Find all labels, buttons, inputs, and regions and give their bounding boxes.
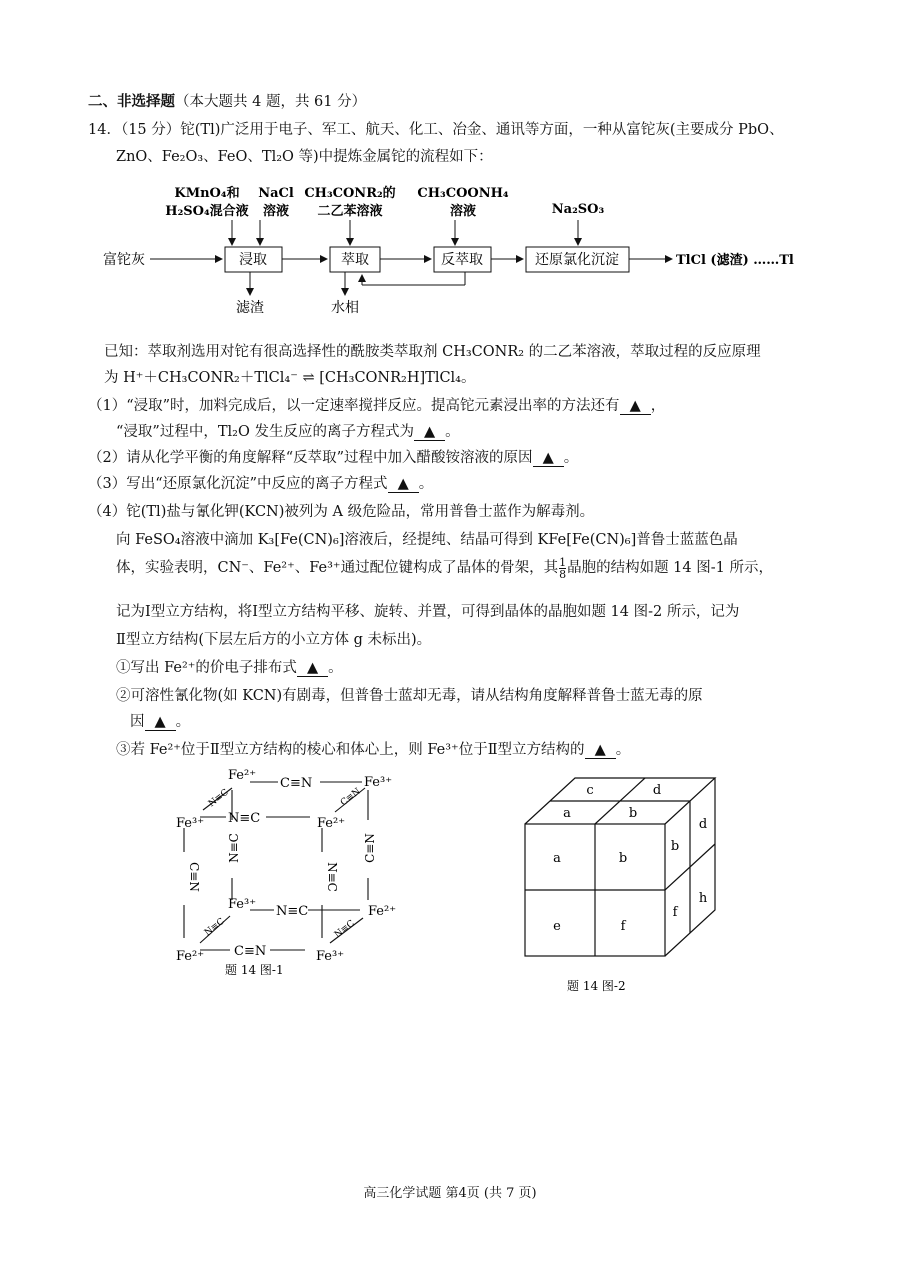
reagent4-line1: CH₃COONH₄ [417,186,509,201]
answer-blank[interactable]: ▲ [145,715,176,731]
fe2-ion: Fe²⁺ [228,768,257,783]
cyanide-bridge: C≡N [187,862,201,892]
part4-line1: （4）铊(Tl)盐与氰化钾(KCN)被列为 A 级危险品，常用普鲁士蓝作为解毒剂。 [88,504,595,520]
fe3-ion: Fe³⁺ [316,949,345,964]
flow-start: 富铊灰 [103,252,145,268]
section-title: 二、非选择题 [88,93,175,110]
q14-intro-line2: ZnO、Fe₂O₃、FeO、Tl₂O 等)中提炼金属铊的流程如下： [116,149,493,165]
answer-blank[interactable]: ▲ [533,451,564,467]
fraction-one-eighth: $\frac{1}{8}$ [559,555,567,581]
cyanide-bridge: N≡C [228,811,261,826]
answer-blank[interactable]: ▲ [388,477,419,493]
cube-label: c [586,783,594,798]
fe3-ion: Fe³⁺ [176,816,205,831]
fe3-ion: Fe³⁺ [228,897,257,912]
figure-14-2 [515,770,735,1000]
figure-14-1 [170,760,420,975]
section-heading [88,90,366,111]
box-reduce-label: 还原氯化沉淀 [535,252,619,268]
flow-product: TlCl (滤渣) ……Tl [676,253,794,268]
part4-line4: 记为Ⅰ型立方结构，将Ⅰ型立方结构平移、旋转、并置，可得到晶体的晶胞如题 14 图-2 所示，记为 [116,604,740,620]
answer-blank[interactable]: ▲ [414,425,445,441]
box-extract-label: 萃取 [341,252,369,268]
cyanide-bridge: N≡C [325,862,339,892]
cyanide-bridge: N≡C [227,833,241,863]
sub3: ③若 Fe²⁺位于Ⅱ型立方结构的棱心和体心上，则 Fe³⁺位于Ⅱ型立方结构的 ▲ 。 [116,742,631,758]
figure-14-2-caption: 题 14 图-2 [567,979,626,993]
process-flowchart [100,175,820,325]
reagent5: Na₂SO₃ [551,202,605,217]
reagent2-line1: NaCl [258,186,294,201]
reagent1-line2: H₂SO₄混合液 [165,204,249,219]
part3: （3）写出“还原氯化沉淀”中反应的离子方程式 ▲ 。 [88,476,434,492]
fe3-ion: Fe³⁺ [364,775,393,790]
box-leach-label: 浸取 [239,252,267,268]
cyanide-bridge: C≡N [280,776,313,791]
cyanide-bridge: N≡C [202,916,227,939]
cyanide-bridge: C≡N [338,786,363,809]
sub2-line1: ②可溶性氰化物(如 KCN)有剧毒，但普鲁士蓝却无毒，请从结构角度解释普鲁士蓝无毒的原 [116,688,703,704]
cyanide-bridge: N≡C [332,918,357,941]
part2: （2）请从化学平衡的角度解释“反萃取”过程中加入醋酸铵溶液的原因 ▲ 。 [88,450,579,466]
reagent2-line2: 溶液 [262,204,290,219]
cube-label: d [698,817,708,832]
box-back-extract-label: 反萃取 [441,252,483,268]
answer-blank[interactable]: ▲ [585,743,616,759]
cyanide-bridge: C≡N [234,944,267,959]
sub1: ①写出 Fe²⁺的价电子排布式 ▲ 。 [116,660,343,676]
answer-blank[interactable]: ▲ [297,661,328,677]
sub2-line2: 因 ▲ 。 [130,714,191,730]
cube-label: e [553,919,561,934]
reagent3-line1: CH₃CONR₂的 [304,186,396,201]
output-residue: 滤渣 [236,300,264,316]
cyanide-bridge: N≡C [206,787,231,810]
known-line2: 为 H⁺＋CH₃CONR₂＋TlCl₄⁻ ⇌ [CH₃CONR₂H]TlCl₄。 [104,370,476,386]
page-footer: 高三化学试题 第4页 (共 7 页) [363,1186,537,1201]
reagent3-line2: 二乙苯溶液 [317,204,383,219]
cube-label: a [563,806,571,821]
cube-label: b [628,806,638,821]
part4-line3: 体，实验表明，CN⁻、Fe²⁺、Fe³⁺通过配位键构成了晶体的骨架，其 $\frac{1}{8}$ 晶胞的结构如题 14 图-1 所示， [116,555,773,581]
cube-label: b [670,839,680,854]
answer-blank[interactable]: ▲ [620,399,651,415]
cube-label: h [698,891,708,906]
fe2-ion: Fe²⁺ [317,816,346,831]
section-subtitle: （本大题共 4 题，共 61 分） [175,94,367,110]
reagent4-line2: 溶液 [449,204,477,219]
part1-line1: （1）“浸取”时，加料完成后，以一定速率搅拌反应。提高铊元素浸出率的方法还有 ▲ ， [88,398,666,414]
cube-label: f [672,905,678,920]
output-aqueous: 水相 [331,300,359,316]
fe2-ion: Fe²⁺ [368,904,397,919]
cyanide-bridge: C≡N [363,833,377,863]
part4-line2: 向 FeSO₄溶液中滴加 K₃[Fe(CN)₆]溶液后，经提纯、结晶可得到 KFe[Fe(CN)₆]普鲁士蓝蓝色晶 [116,532,738,548]
known-line1: 已知：萃取剂选用对铊有很高选择性的酰胺类萃取剂 CH₃CONR₂ 的二乙苯溶液，萃取过程的反应原理 [104,344,761,360]
cube-label: f [620,919,626,934]
cube-label: a [553,851,561,866]
fe2-ion: Fe²⁺ [176,949,205,964]
figure-14-1-caption: 题 14 图-1 [225,963,284,975]
part4-line5: Ⅱ型立方结构(下层左后方的小立方体 g 未标出)。 [116,632,432,648]
cube-label: d [652,783,662,798]
cyanide-bridge: N≡C [276,904,309,919]
cube-label: b [618,851,628,866]
part1-line2: “浸取”过程中，Tl₂O 发生反应的离子方程式为 ▲ 。 [116,424,460,440]
reagent1-line1: KMnO₄和 [174,186,240,201]
q14-intro-line1: 14．（15 分）铊(Tl)广泛用于电子、军工、航天、化工、冶金、通讯等方面，一种从富铊灰(主要成分 PbO、 [88,122,784,138]
